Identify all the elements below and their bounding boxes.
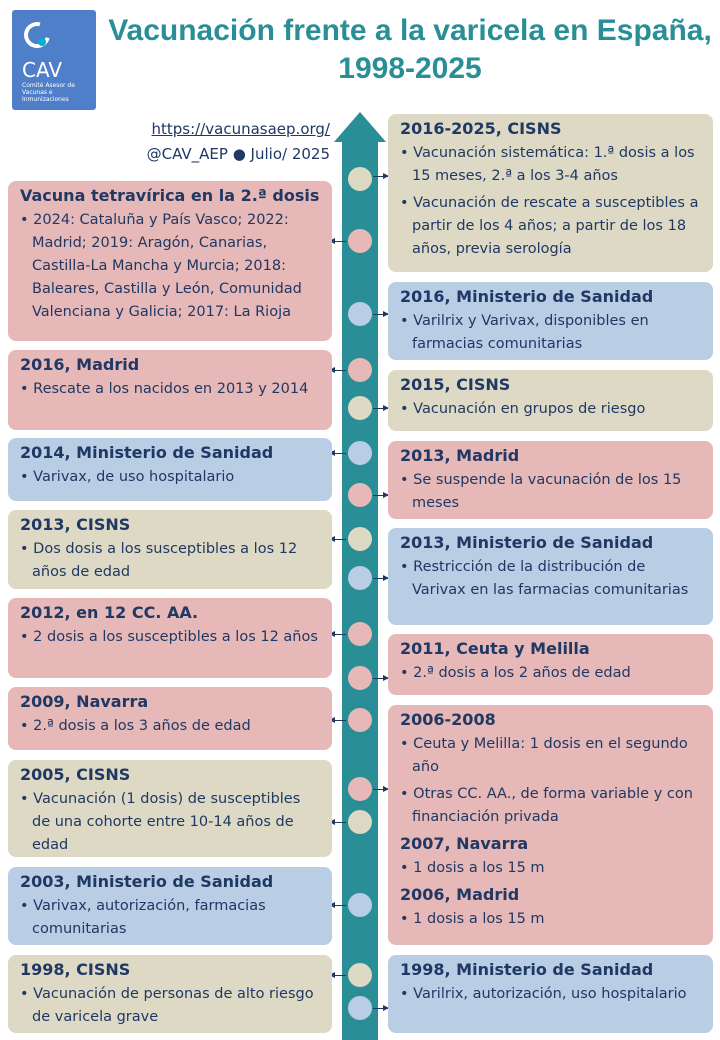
event-title: 2013, CISNS — [20, 515, 131, 534]
event-bullet: • Rescate a los nacidos en 2013 y 2014 — [20, 381, 309, 397]
page-title: Vacunación frente a la varicela en España, 1998-2025 — [108, 14, 712, 85]
connector — [373, 789, 388, 790]
event-bullet: • Varilrix y Varivax, disponibles en farmacias comunitarias — [400, 313, 649, 352]
connector — [330, 822, 346, 823]
event-card — [388, 114, 713, 272]
connector — [373, 1008, 388, 1009]
event-card — [8, 181, 332, 341]
timeline-dot — [348, 483, 372, 507]
event-card — [8, 510, 332, 589]
website-link[interactable]: https://vacunasaep.org/ — [151, 120, 330, 138]
author-date: @CAV_AEP ● Julio/ 2025 — [146, 145, 330, 163]
event-title: 2011, Ceuta y Melilla — [400, 639, 590, 658]
event-card — [388, 634, 713, 695]
event-bullet: • Vacunación en grupos de riesgo — [400, 401, 646, 417]
connector — [373, 408, 388, 409]
connector — [330, 453, 346, 454]
timeline-dot — [348, 963, 372, 987]
event-title: 2006-2008 — [400, 710, 496, 729]
event-card — [8, 687, 332, 750]
logo-text: CAV — [22, 58, 63, 82]
logo-c-icon — [19, 17, 55, 53]
timeline-dot — [348, 396, 372, 420]
event-card — [388, 441, 713, 519]
connector — [330, 370, 346, 371]
timeline-dot — [348, 229, 372, 253]
timeline-dot — [348, 358, 372, 382]
event-bullet: • Varivax, de uso hospitalario — [20, 469, 235, 485]
timeline-dot — [348, 777, 372, 801]
event-card — [8, 867, 332, 945]
cav-logo — [12, 10, 96, 110]
connector — [330, 720, 346, 721]
event-card — [388, 528, 713, 625]
timeline-arrow-head — [334, 112, 386, 142]
event-bullet: • 2.ª dosis a los 3 años de edad — [20, 718, 251, 734]
event-card — [388, 955, 713, 1033]
timeline-dot — [348, 167, 372, 191]
event-bullet: • 1 dosis a los 15 m — [400, 860, 545, 876]
event-subtitle: 2007, Navarra — [400, 834, 529, 853]
event-bullet: • Vacunación sistemática: 1.ª dosis a los 15 meses, 2.ª a los 3-4 años — [400, 145, 695, 184]
event-bullet: • Se suspende la vacunación de los 15 meses — [400, 472, 682, 511]
connector — [330, 634, 346, 635]
connector — [373, 578, 388, 579]
event-bullet: • Restricción de la distribución de Varivax en las farmacias comunitarias — [400, 559, 689, 598]
connector — [373, 176, 388, 177]
connector — [373, 678, 388, 679]
connector — [330, 905, 346, 906]
event-title: 2016-2025, CISNS — [400, 119, 562, 138]
connector — [330, 975, 346, 976]
event-bullet: • 2024: Cataluña y País Vasco; 2022: Madrid; 2019: Aragón, Canarias, Castilla-La Mancha y Murcia; 2018: Baleares, Castilla y León, Comunidad Valenciana y Galicia; 2017: La Rioja — [20, 212, 302, 320]
event-card — [8, 760, 332, 857]
event-title: 2015, CISNS — [400, 375, 511, 394]
event-bullet: • 2.ª dosis a los 2 años de edad — [400, 665, 631, 681]
event-bullet: • Vacunación de rescate a susceptibles a partir de los 4 años; a partir de los 18 años, previa serología — [400, 195, 699, 257]
event-bullet: • Ceuta y Melilla: 1 dosis en el segundo año — [400, 736, 688, 775]
timeline-dot — [348, 893, 372, 917]
logo-dot-icon — [38, 38, 46, 46]
logo-subtitle: Comité Asesor de Vacunas e Inmunizaciones — [22, 82, 75, 103]
connector — [373, 314, 388, 315]
connector — [373, 495, 388, 496]
event-card — [8, 955, 332, 1033]
event-bullet: • Varivax, autorización, farmacias comunitarias — [20, 898, 266, 937]
event-title: 2014, Ministerio de Sanidad — [20, 443, 274, 462]
event-bullet: • Vacunación (1 dosis) de susceptibles de una cohorte entre 10-14 años de edad — [20, 791, 301, 853]
event-bullet: • 2 dosis a los susceptibles a los 12 años — [20, 629, 318, 645]
event-title: 1998, Ministerio de Sanidad — [400, 960, 654, 979]
event-title: 2016, Madrid — [20, 355, 140, 374]
timeline-dot — [348, 527, 372, 551]
event-title: 2012, en 12 CC. AA. — [20, 603, 199, 622]
event-title: 2003, Ministerio de Sanidad — [20, 872, 274, 891]
event-card — [388, 370, 713, 431]
connector — [330, 539, 346, 540]
event-card — [388, 705, 713, 945]
event-title: 2009, Navarra — [20, 692, 149, 711]
timeline-dot — [348, 566, 372, 590]
timeline-dot — [348, 996, 372, 1020]
timeline-dot — [348, 302, 372, 326]
event-bullet: • Otras CC. AA., de forma variable y con financiación privada — [400, 786, 693, 825]
event-title: 1998, CISNS — [20, 960, 131, 979]
event-title: 2016, Ministerio de Sanidad — [400, 287, 654, 306]
event-bullet: • Vacunación de personas de alto riesgo de varicela grave — [20, 986, 314, 1025]
timeline-dot — [348, 708, 372, 732]
event-card — [8, 350, 332, 430]
connector — [330, 241, 346, 242]
timeline-dot — [348, 622, 372, 646]
timeline-dot — [348, 441, 372, 465]
event-title: Vacuna tetravírica en la 2.ª dosis — [20, 186, 320, 205]
event-title: 2013, Ministerio de Sanidad — [400, 533, 654, 552]
event-subtitle: 2006, Madrid — [400, 885, 520, 904]
event-card — [8, 598, 332, 678]
timeline-dot — [348, 810, 372, 834]
event-bullet: • Varilrix, autorización, uso hospitalario — [400, 986, 687, 1002]
event-title: 2013, Madrid — [400, 446, 520, 465]
event-title: 2005, CISNS — [20, 765, 131, 784]
event-bullet: • 1 dosis a los 15 m — [400, 911, 545, 927]
event-card — [388, 282, 713, 360]
event-bullet: • Dos dosis a los susceptibles a los 12 años de edad — [20, 541, 298, 580]
event-card — [8, 438, 332, 501]
timeline-dot — [348, 666, 372, 690]
